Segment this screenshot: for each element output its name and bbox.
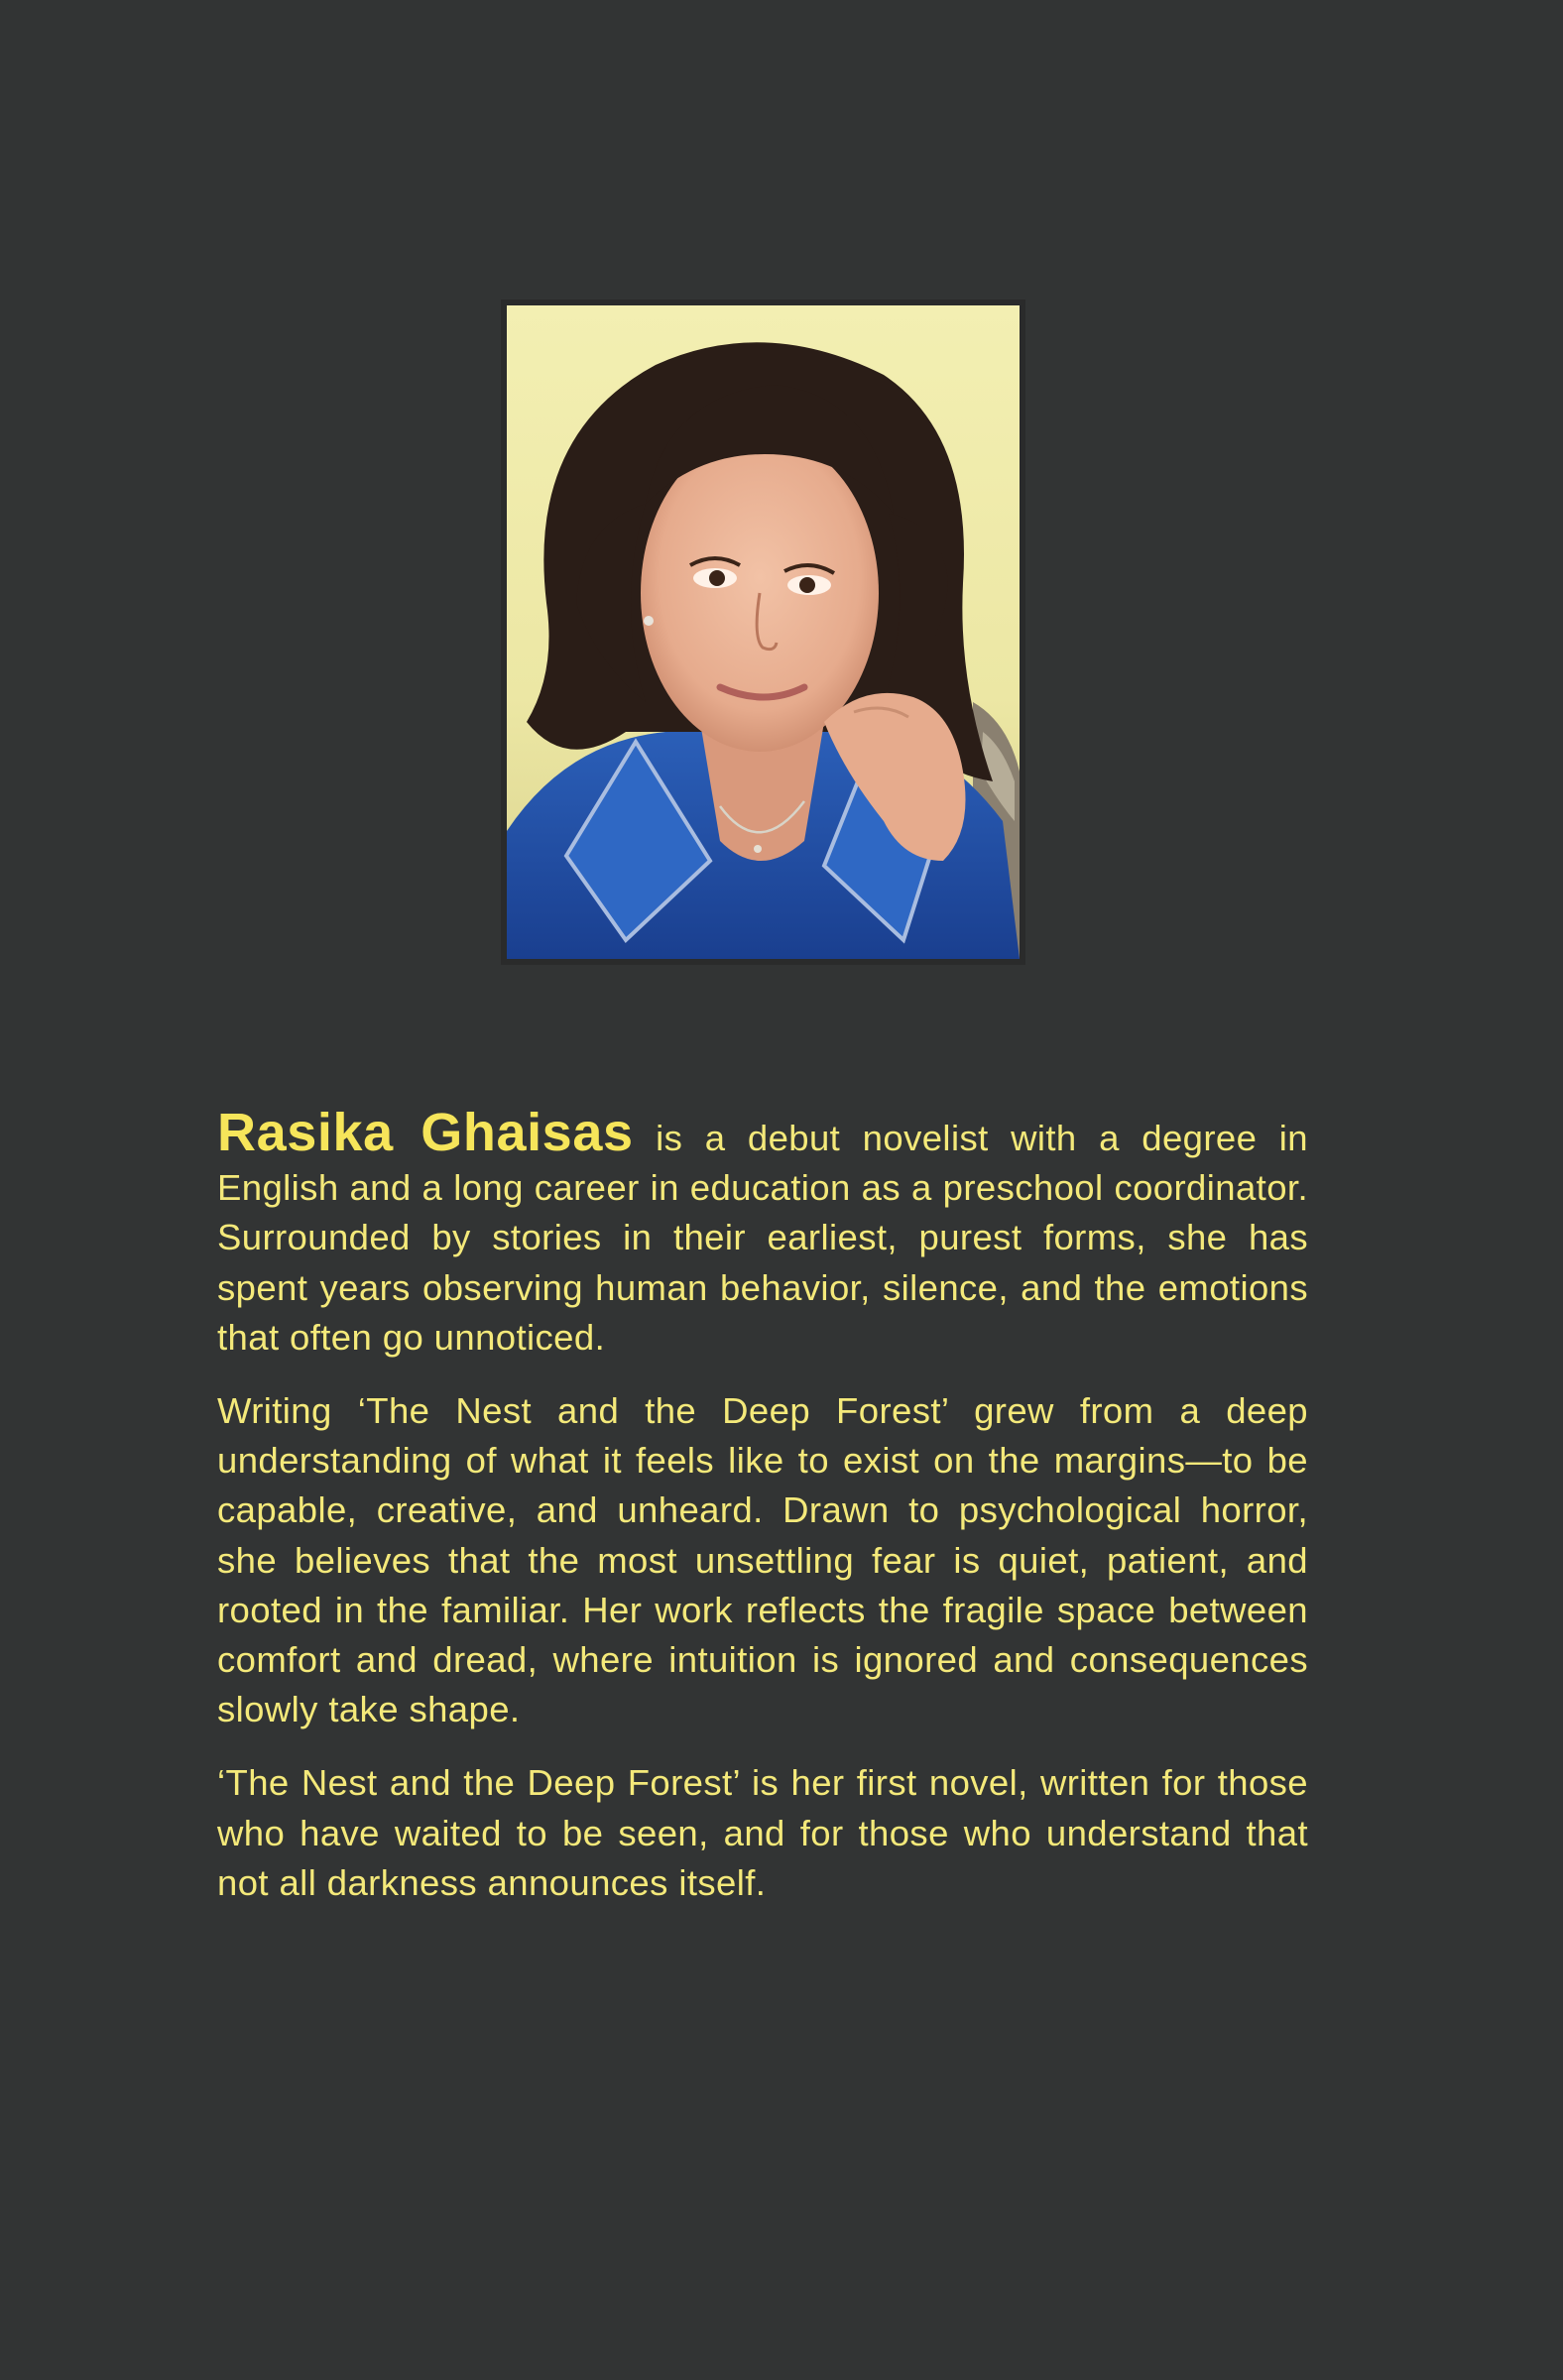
bio-paragraph-1 xyxy=(217,1103,1309,1363)
bio-paragraph-3: ‘The Nest and the Deep Forest’ is her first novel, written for those who have waited to be seen, and for those who understand that not all darkness announces itself. xyxy=(217,1762,1308,1903)
author-bio xyxy=(217,1103,1309,1932)
author-photo xyxy=(507,305,1020,959)
author-photo-frame xyxy=(501,299,1025,965)
author-name: Rasika Ghaisas xyxy=(217,1103,634,1162)
bio-paragraph-2: Writing ‘The Nest and the Deep Forest’ grew from a deep understanding of what it feels like to exist on the margins—to be capable, creative, and unheard. Drawn to psychological horror, she believes that the most unsettling fear is quiet, patient, and rooted in the familiar. Her work reflects the fragile space between comfort and dread, where intuition is ignored and consequences slowly take shape. xyxy=(217,1390,1308,1730)
bio-paragraph-1-text: is a debut novelist with a degree in English and a long career in education as a preschool coordinator. Surrounded by stories in their earliest, purest forms, she has spent years observing human behavior, silence, and the emotions that often go unnoticed. xyxy=(217,1118,1309,1358)
